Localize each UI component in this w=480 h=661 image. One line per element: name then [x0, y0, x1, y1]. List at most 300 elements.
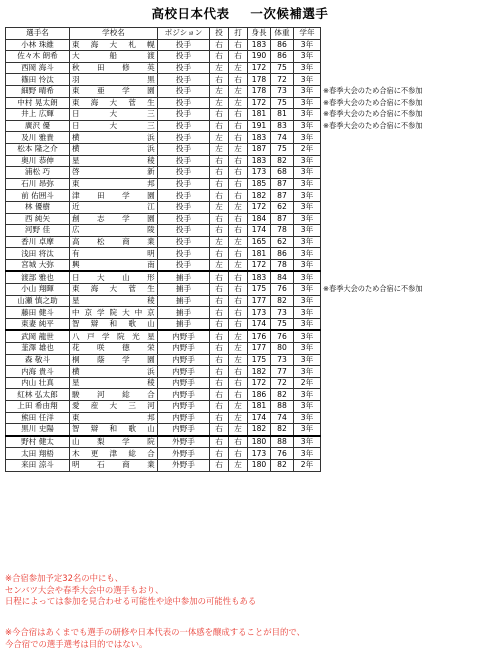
school-name: 横浜 [70, 143, 158, 155]
bat-hand: 左 [229, 259, 248, 271]
school-name: 木更津総合 [70, 448, 158, 460]
position: 投手 [158, 236, 210, 248]
school-name: 中京学院大中京 [70, 307, 158, 319]
position: 外野手 [158, 436, 210, 448]
school-name: 東海大菅生 [70, 97, 158, 109]
school-name: 東亜学園 [70, 85, 158, 97]
table-row [6, 459, 321, 471]
throw-hand: 左 [210, 143, 229, 155]
throw-hand: 右 [210, 271, 229, 283]
table-row [6, 448, 321, 460]
bat-hand: 右 [229, 155, 248, 167]
throw-hand: 右 [210, 343, 229, 355]
bat-hand: 右 [229, 167, 248, 179]
header-weight: 体重 [271, 28, 294, 40]
position: 投手 [158, 248, 210, 260]
position: 外野手 [158, 448, 210, 460]
weight: 73 [271, 307, 294, 319]
weight: 83 [271, 120, 294, 132]
school-name: 秋田修英 [70, 62, 158, 74]
height: 176 [248, 330, 271, 342]
bat-hand: 左 [229, 62, 248, 74]
page-title [0, 4, 480, 22]
position: 投手 [158, 132, 210, 144]
height: 177 [248, 295, 271, 307]
footer-line: センバツ大会や春季大会中の選手もおり、 [5, 584, 164, 595]
grade: 3年 [294, 85, 321, 97]
school-name: 星稜 [70, 295, 158, 307]
weight: 75 [271, 318, 294, 330]
player-name: 山瀬 慎之助 [6, 295, 70, 307]
throw-hand: 右 [210, 318, 229, 330]
throw-hand: 左 [210, 236, 229, 248]
weight: 76 [271, 448, 294, 460]
bat-hand: 左 [229, 401, 248, 413]
position: 投手 [158, 178, 210, 190]
height: 182 [248, 366, 271, 378]
bat-hand: 右 [229, 109, 248, 121]
weight: 86 [271, 248, 294, 260]
height: 178 [248, 74, 271, 86]
position: 投手 [158, 74, 210, 86]
height: 183 [248, 39, 271, 51]
grade: 3年 [294, 412, 321, 424]
school-name: 東邦 [70, 412, 158, 424]
weight: 62 [271, 201, 294, 213]
bat-hand: 右 [229, 178, 248, 190]
school-name: 横浜 [70, 132, 158, 144]
player-name: 松本 隆之介 [6, 143, 70, 155]
position: 投手 [158, 120, 210, 132]
throw-hand: 右 [210, 436, 229, 448]
table-row [6, 259, 321, 271]
grade: 3年 [294, 271, 321, 283]
school-name: 明石商業 [70, 459, 158, 471]
height: 173 [248, 307, 271, 319]
weight: 87 [271, 213, 294, 225]
bat-hand: 左 [229, 459, 248, 471]
grade: 3年 [294, 248, 321, 260]
school-name: 高松商業 [70, 236, 158, 248]
player-name: 奥川 恭伸 [6, 155, 70, 167]
height: 181 [248, 401, 271, 413]
throw-hand: 右 [210, 248, 229, 260]
weight: 87 [271, 178, 294, 190]
player-name: 韮澤 雄也 [6, 343, 70, 355]
throw-hand: 右 [210, 354, 229, 366]
bat-hand: 右 [229, 132, 248, 144]
grade: 3年 [294, 109, 321, 121]
throw-hand: 右 [210, 448, 229, 460]
grade: 3年 [294, 448, 321, 460]
bat-hand: 右 [229, 448, 248, 460]
footer-note-2 [5, 627, 305, 650]
table-row [6, 167, 321, 179]
bat-hand: 左 [229, 143, 248, 155]
player-name: 熊田 任洋 [6, 412, 70, 424]
bat-hand: 左 [229, 412, 248, 424]
throw-hand: 左 [210, 259, 229, 271]
row-note: ※春季大会のため合宿に不参加 [323, 86, 423, 95]
player-name: 浅田 将汰 [6, 248, 70, 260]
bat-hand: 左 [229, 85, 248, 97]
grade: 3年 [294, 178, 321, 190]
height: 185 [248, 178, 271, 190]
weight: 73 [271, 354, 294, 366]
bat-hand: 右 [229, 120, 248, 132]
table-row [6, 97, 321, 109]
throw-hand: 右 [210, 51, 229, 63]
school-name: 東海大菅生 [70, 284, 158, 296]
height: 172 [248, 259, 271, 271]
table-row [6, 213, 321, 225]
throw-hand: 右 [210, 330, 229, 342]
position: 捕手 [158, 307, 210, 319]
position: 投手 [158, 225, 210, 237]
bat-hand: 右 [229, 318, 248, 330]
player-name: 河野 佳 [6, 225, 70, 237]
weight: 84 [271, 271, 294, 283]
height: 175 [248, 284, 271, 296]
throw-hand: 右 [210, 155, 229, 167]
throw-hand: 左 [210, 62, 229, 74]
table-row [6, 436, 321, 448]
player-name: 佐々木 朗希 [6, 51, 70, 63]
throw-hand: 右 [210, 284, 229, 296]
throw-hand: 右 [210, 39, 229, 51]
position: 捕手 [158, 284, 210, 296]
position: 内野手 [158, 389, 210, 401]
school-name: 智辯和歌山 [70, 424, 158, 436]
footer-line: ※合宿参加予定32名の中にも、 [5, 573, 124, 583]
header-position: ポジション [158, 28, 210, 40]
throw-hand: 左 [210, 85, 229, 97]
school-name: 星稜 [70, 155, 158, 167]
position: 投手 [158, 109, 210, 121]
bat-hand: 右 [229, 213, 248, 225]
player-name: 黒川 史陽 [6, 424, 70, 436]
position: 投手 [158, 85, 210, 97]
weight: 75 [271, 62, 294, 74]
weight: 81 [271, 109, 294, 121]
bat-hand: 右 [229, 74, 248, 86]
table-row [6, 225, 321, 237]
weight: 82 [271, 424, 294, 436]
throw-hand: 右 [210, 213, 229, 225]
header-height: 身長 [248, 28, 271, 40]
school-name: 八戸学院光星 [70, 330, 158, 342]
grade: 3年 [294, 167, 321, 179]
weight: 78 [271, 225, 294, 237]
position: 内野手 [158, 366, 210, 378]
weight: 72 [271, 377, 294, 389]
school-name: 有明 [70, 248, 158, 260]
player-name: 小林 珠維 [6, 39, 70, 51]
throw-hand: 右 [210, 120, 229, 132]
weight: 82 [271, 389, 294, 401]
weight: 87 [271, 190, 294, 202]
player-name: 上田 希由翔 [6, 401, 70, 413]
bat-hand: 左 [229, 424, 248, 436]
position: 投手 [158, 143, 210, 155]
school-name: 駿河総合 [70, 389, 158, 401]
school-name: 広陵 [70, 225, 158, 237]
position: 捕手 [158, 271, 210, 283]
grade: 3年 [294, 132, 321, 144]
footer-line: 今合宿での選手選考は目的ではない。 [5, 638, 148, 649]
table-row [6, 343, 321, 355]
player-name: 香川 卓摩 [6, 236, 70, 248]
table-row [6, 284, 321, 296]
bat-hand: 右 [229, 307, 248, 319]
player-name: 野村 健太 [6, 436, 70, 448]
table-row [6, 307, 321, 319]
grade: 3年 [294, 213, 321, 225]
player-name: 藤田 健斗 [6, 307, 70, 319]
position: 投手 [158, 62, 210, 74]
grade: 3年 [294, 401, 321, 413]
bat-hand: 左 [229, 330, 248, 342]
bat-hand: 右 [229, 225, 248, 237]
grade: 3年 [294, 354, 321, 366]
school-name: 山梨学院 [70, 436, 158, 448]
row-note: ※春季大会のため合宿に不参加 [323, 98, 423, 107]
height: 174 [248, 412, 271, 424]
table-row [6, 412, 321, 424]
grade: 3年 [294, 284, 321, 296]
throw-hand: 右 [210, 167, 229, 179]
height: 182 [248, 190, 271, 202]
footer-line: 日程によっては参加を見合わせる可能性や途中参加の可能性もある [5, 596, 257, 606]
player-name: 石川 昂弥 [6, 178, 70, 190]
grade: 3年 [294, 39, 321, 51]
bat-hand: 左 [229, 354, 248, 366]
school-name: 桐蔭学園 [70, 354, 158, 366]
position: 投手 [158, 155, 210, 167]
school-name: 東邦 [70, 178, 158, 190]
table-header-row [6, 28, 321, 40]
weight: 88 [271, 401, 294, 413]
table-row [6, 132, 321, 144]
position: 内野手 [158, 343, 210, 355]
table-row [6, 389, 321, 401]
grade: 3年 [294, 318, 321, 330]
table-row [6, 109, 321, 121]
footer-note-1 [5, 573, 256, 608]
bat-hand: 左 [229, 236, 248, 248]
weight: 75 [271, 143, 294, 155]
school-name: 花咲徳栄 [70, 343, 158, 355]
school-name: 創志学園 [70, 213, 158, 225]
player-name: 東妻 純平 [6, 318, 70, 330]
grade: 2年 [294, 143, 321, 155]
player-name: 西 純矢 [6, 213, 70, 225]
table-row [6, 143, 321, 155]
position: 投手 [158, 51, 210, 63]
height: 191 [248, 120, 271, 132]
throw-hand: 右 [210, 74, 229, 86]
grade: 3年 [294, 51, 321, 63]
weight: 77 [271, 366, 294, 378]
player-name: 林 優樹 [6, 201, 70, 213]
height: 180 [248, 436, 271, 448]
school-name: 近江 [70, 201, 158, 213]
throw-hand: 右 [210, 307, 229, 319]
throw-hand: 右 [210, 295, 229, 307]
player-name: 内海 貴斗 [6, 366, 70, 378]
throw-hand: 右 [210, 389, 229, 401]
school-name: 興南 [70, 259, 158, 271]
table-row [6, 74, 321, 86]
grade: 3年 [294, 120, 321, 132]
table-row [6, 377, 321, 389]
bat-hand: 右 [229, 284, 248, 296]
player-name: 宮城 大弥 [6, 259, 70, 271]
grade: 3年 [294, 190, 321, 202]
school-name: 啓新 [70, 167, 158, 179]
table-row [6, 155, 321, 167]
weight: 86 [271, 39, 294, 51]
player-name: 井上 広輝 [6, 109, 70, 121]
school-name: 日大山形 [70, 271, 158, 283]
player-name: 前 佑囲斗 [6, 190, 70, 202]
table-row [6, 248, 321, 260]
bat-hand: 右 [229, 51, 248, 63]
table-row [6, 401, 321, 413]
height: 172 [248, 377, 271, 389]
school-name: 愛産大三河 [70, 401, 158, 413]
throw-hand: 右 [210, 178, 229, 190]
height: 190 [248, 51, 271, 63]
grade: 3年 [294, 74, 321, 86]
throw-hand: 右 [210, 366, 229, 378]
throw-hand: 右 [210, 190, 229, 202]
footer-line: ※今合宿はあくまでも選手の研修や日本代表の一体感を醸成することが目的で、 [5, 627, 305, 637]
table-row [6, 271, 321, 283]
weight: 82 [271, 295, 294, 307]
height: 165 [248, 236, 271, 248]
weight: 76 [271, 330, 294, 342]
throw-hand: 右 [210, 225, 229, 237]
grade: 3年 [294, 225, 321, 237]
weight: 86 [271, 51, 294, 63]
grade: 2年 [294, 377, 321, 389]
row-note: ※春季大会のため合宿に不参加 [323, 121, 423, 130]
table-row [6, 178, 321, 190]
player-name: 太田 翔梧 [6, 448, 70, 460]
weight: 88 [271, 436, 294, 448]
table-row [6, 318, 321, 330]
header-throw: 投 [210, 28, 229, 40]
position: 捕手 [158, 295, 210, 307]
bat-hand: 右 [229, 436, 248, 448]
weight: 82 [271, 155, 294, 167]
bat-hand: 右 [229, 389, 248, 401]
table-row [6, 236, 321, 248]
height: 180 [248, 459, 271, 471]
player-name: 渡部 雅也 [6, 271, 70, 283]
grade: 3年 [294, 424, 321, 436]
throw-hand: 右 [210, 109, 229, 121]
header-bat: 打 [229, 28, 248, 40]
position: 投手 [158, 213, 210, 225]
position: 投手 [158, 190, 210, 202]
roster-body [6, 39, 321, 471]
bat-hand: 右 [229, 190, 248, 202]
player-name: 武岡 龍世 [6, 330, 70, 342]
grade: 3年 [294, 436, 321, 448]
player-name: 内山 壮真 [6, 377, 70, 389]
bat-hand: 右 [229, 295, 248, 307]
header-name: 選手名 [6, 28, 70, 40]
title-main: 高校日本代表 [151, 6, 230, 21]
player-name: 篠田 怜汰 [6, 74, 70, 86]
table-row [6, 354, 321, 366]
height: 177 [248, 343, 271, 355]
roster-table [5, 27, 321, 472]
position: 投手 [158, 201, 210, 213]
height: 184 [248, 213, 271, 225]
weight: 74 [271, 132, 294, 144]
player-name: 廣沢 優 [6, 120, 70, 132]
table-row [6, 62, 321, 74]
height: 172 [248, 62, 271, 74]
grade: 3年 [294, 62, 321, 74]
player-name: 中村 晃太朗 [6, 97, 70, 109]
weight: 78 [271, 259, 294, 271]
table-row [6, 39, 321, 51]
table-row [6, 190, 321, 202]
grade: 3年 [294, 295, 321, 307]
school-name: 日大三 [70, 120, 158, 132]
player-name: 西岡 海斗 [6, 62, 70, 74]
throw-hand: 右 [210, 377, 229, 389]
school-name: 智辯和歌山 [70, 318, 158, 330]
height: 174 [248, 225, 271, 237]
bat-hand: 右 [229, 39, 248, 51]
player-name: 細野 晴希 [6, 85, 70, 97]
header-school: 学校名 [70, 28, 158, 40]
school-name: 横浜 [70, 366, 158, 378]
grade: 3年 [294, 236, 321, 248]
position: 捕手 [158, 318, 210, 330]
position: 投手 [158, 39, 210, 51]
height: 172 [248, 201, 271, 213]
weight: 82 [271, 459, 294, 471]
school-name: 日大三 [70, 109, 158, 121]
position: 内野手 [158, 330, 210, 342]
grade: 3年 [294, 259, 321, 271]
table-row [6, 120, 321, 132]
height: 182 [248, 424, 271, 436]
header-grade: 学年 [294, 28, 321, 40]
throw-hand: 右 [210, 401, 229, 413]
position: 投手 [158, 167, 210, 179]
player-name: 来田 涼斗 [6, 459, 70, 471]
height: 187 [248, 143, 271, 155]
height: 181 [248, 248, 271, 260]
position: 外野手 [158, 459, 210, 471]
throw-hand: 右 [210, 424, 229, 436]
weight: 68 [271, 167, 294, 179]
position: 投手 [158, 259, 210, 271]
weight: 73 [271, 85, 294, 97]
bat-hand: 左 [229, 201, 248, 213]
position: 内野手 [158, 412, 210, 424]
table-row [6, 85, 321, 97]
grade: 3年 [294, 343, 321, 355]
player-name: 紅林 弘太郎 [6, 389, 70, 401]
